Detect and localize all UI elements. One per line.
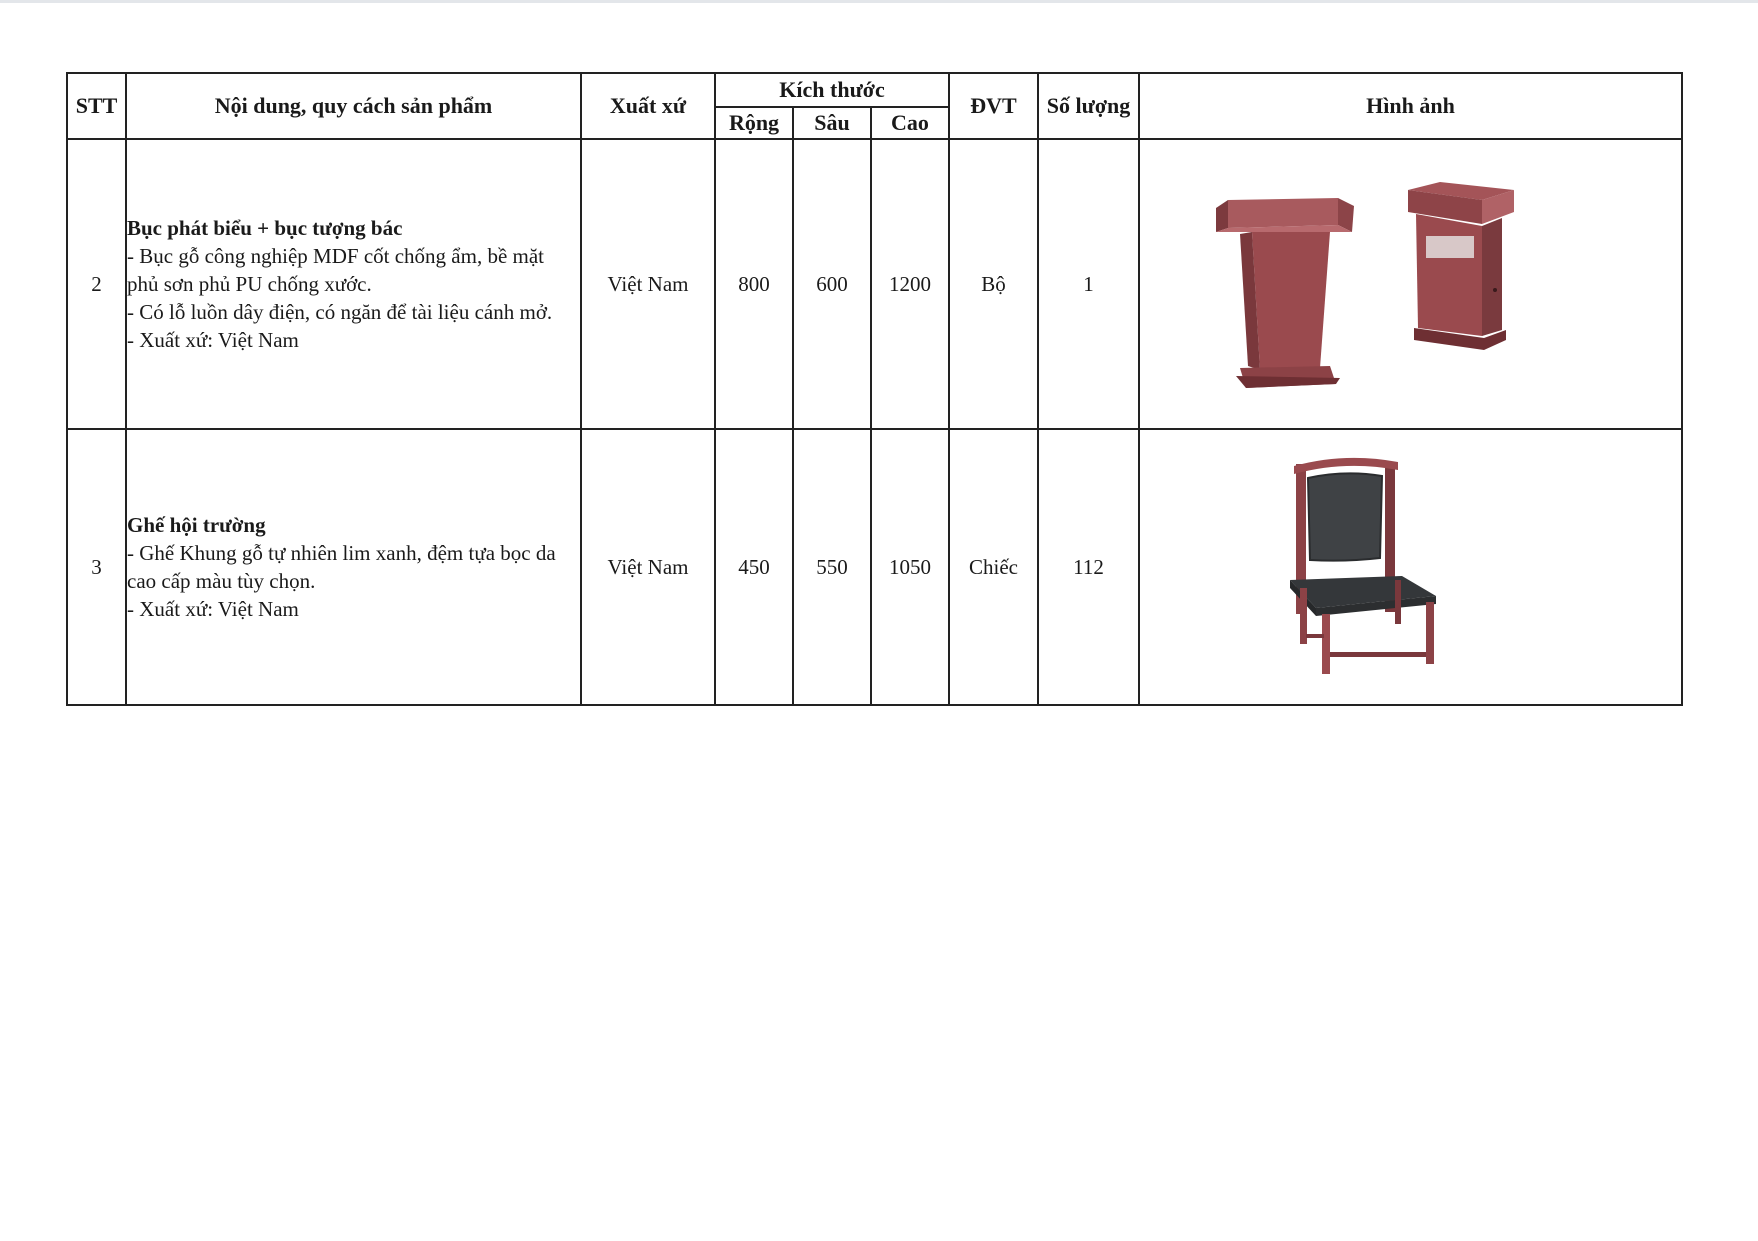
cell-unit: Bộ xyxy=(949,139,1038,429)
cell-height: 1200 xyxy=(871,139,949,429)
chair-image xyxy=(1140,430,1683,704)
header-height: Cao xyxy=(871,107,949,139)
cell-image xyxy=(1139,429,1682,705)
product-spec-table xyxy=(66,72,1683,706)
cell-width: 800 xyxy=(715,139,793,429)
header-width: Rộng xyxy=(715,107,793,139)
header-origin: Xuất xứ xyxy=(581,73,715,139)
cell-description xyxy=(126,429,581,705)
product-title: Bục phát biểu + bục tượng bác xyxy=(127,216,403,240)
header-depth: Sâu xyxy=(793,107,871,139)
podium-image xyxy=(1140,140,1683,428)
cell-width: 450 xyxy=(715,429,793,705)
cell-origin: Việt Nam xyxy=(581,429,715,705)
cell-stt: 3 xyxy=(67,429,126,705)
cell-stt: 2 xyxy=(67,139,126,429)
description-line: - Có lỗ luồn dây điện, có ngăn để tài liệu cánh mở. xyxy=(127,300,553,324)
cell-depth: 600 xyxy=(793,139,871,429)
table-row xyxy=(67,429,1682,705)
cell-quantity: 1 xyxy=(1038,139,1139,429)
cell-quantity: 112 xyxy=(1038,429,1139,705)
header-dimensions: Kích thước xyxy=(715,73,949,107)
cell-unit: Chiếc xyxy=(949,429,1038,705)
header-row xyxy=(67,73,1682,107)
header-content: Nội dung, quy cách sản phẩm xyxy=(126,73,581,139)
header-stt: STT xyxy=(67,73,126,139)
description-line: - Xuất xứ: Việt Nam xyxy=(127,328,299,352)
description-line: - Bục gỗ công nghiệp MDF cốt chống ẩm, bề mặt phủ sơn phủ PU chống xước. xyxy=(127,244,545,296)
header-quantity: Số lượng xyxy=(1038,73,1139,139)
cell-image xyxy=(1139,139,1682,429)
scan-top-edge xyxy=(0,0,1758,3)
cell-height: 1050 xyxy=(871,429,949,705)
description-line: - Ghế Khung gỗ tự nhiên lim xanh, đệm tựa bọc da cao cấp màu tùy chọn. xyxy=(127,541,556,593)
cell-description xyxy=(126,139,581,429)
cell-origin: Việt Nam xyxy=(581,139,715,429)
chair-icon xyxy=(1290,458,1436,674)
description-line: - Xuất xứ: Việt Nam xyxy=(127,597,299,621)
table-row xyxy=(67,139,1682,429)
product-title: Ghế hội trường xyxy=(127,513,266,537)
podium-left-icon xyxy=(1216,198,1354,388)
header-unit: ĐVT xyxy=(949,73,1038,139)
podium-right-icon xyxy=(1408,182,1514,350)
header-image: Hình ảnh xyxy=(1139,73,1682,139)
cell-depth: 550 xyxy=(793,429,871,705)
